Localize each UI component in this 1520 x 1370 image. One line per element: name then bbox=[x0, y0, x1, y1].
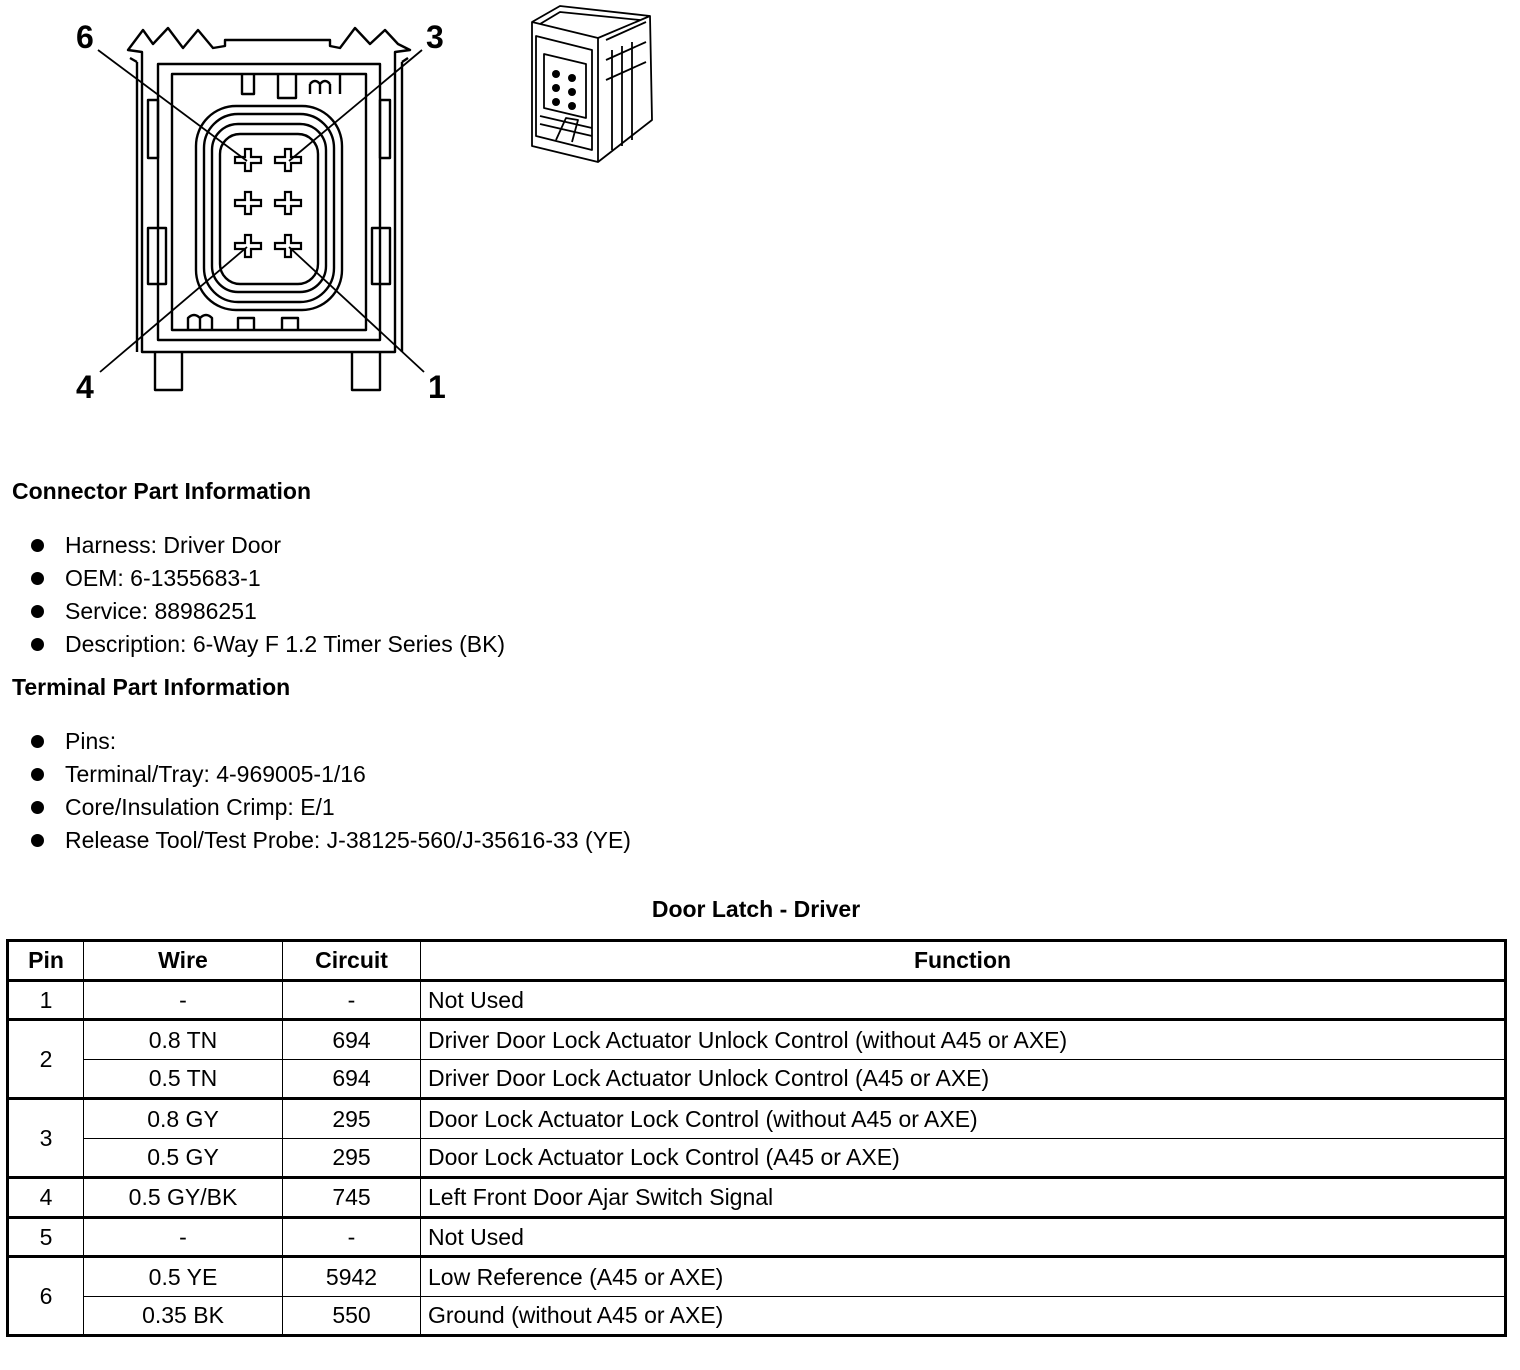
header-wire: Wire bbox=[84, 941, 283, 981]
pin-cell: 1 bbox=[8, 980, 84, 1020]
connector-part-information-list bbox=[28, 529, 505, 661]
bullet-icon bbox=[31, 572, 44, 585]
function-cell: Door Lock Actuator Lock Control (without A45 or AXE) bbox=[421, 1099, 1506, 1139]
table-row bbox=[8, 1257, 1506, 1297]
circuit-cell: 694 bbox=[283, 1020, 421, 1060]
pin-table bbox=[6, 939, 1507, 1337]
header-function: Function bbox=[421, 941, 1506, 981]
wire-cell: 0.35 BK bbox=[84, 1296, 283, 1336]
table-row bbox=[8, 980, 1506, 1020]
list-item bbox=[28, 529, 505, 562]
bullet-icon bbox=[31, 768, 44, 781]
bullet-icon bbox=[31, 735, 44, 748]
oem-text: OEM: 6-1355683-1 bbox=[65, 565, 261, 591]
wire-cell: 0.5 YE bbox=[84, 1257, 283, 1297]
table-title: Door Latch - Driver bbox=[651, 896, 861, 922]
wire-cell: 0.5 GY/BK bbox=[84, 1178, 283, 1218]
function-cell: Ground (without A45 or AXE) bbox=[421, 1296, 1506, 1336]
list-item bbox=[28, 758, 631, 791]
pin-cell: 3 bbox=[8, 1099, 84, 1178]
circuit-cell: 295 bbox=[283, 1099, 421, 1139]
circuit-cell: 550 bbox=[283, 1296, 421, 1336]
bullet-icon bbox=[31, 834, 44, 847]
circuit-cell: 5942 bbox=[283, 1257, 421, 1297]
bullet-icon bbox=[31, 801, 44, 814]
function-cell: Left Front Door Ajar Switch Signal bbox=[421, 1178, 1506, 1218]
connector-face-diagram bbox=[0, 0, 680, 440]
pin-label-3: 3 bbox=[426, 19, 444, 55]
crimp-text: Core/Insulation Crimp: E/1 bbox=[65, 794, 335, 820]
function-cell: Low Reference (A45 or AXE) bbox=[421, 1257, 1506, 1297]
wire-cell: - bbox=[84, 980, 283, 1020]
header-circuit: Circuit bbox=[283, 941, 421, 981]
function-cell: Not Used bbox=[421, 980, 1506, 1020]
service-text: Service: 88986251 bbox=[65, 598, 257, 624]
list-item bbox=[28, 628, 505, 661]
terminal-tray-text: Terminal/Tray: 4-969005-1/16 bbox=[65, 761, 366, 787]
pin-label-1: 1 bbox=[428, 369, 446, 405]
function-cell: Door Lock Actuator Lock Control (A45 or AXE) bbox=[421, 1138, 1506, 1178]
connector-isometric-view bbox=[532, 6, 652, 162]
circuit-cell: 694 bbox=[283, 1059, 421, 1099]
terminal-part-information-heading: Terminal Part Information bbox=[12, 674, 291, 700]
wire-cell: 0.8 TN bbox=[84, 1020, 283, 1060]
list-item bbox=[28, 725, 631, 758]
wire-cell: - bbox=[84, 1217, 283, 1257]
table-row bbox=[8, 1020, 1506, 1060]
wire-cell: 0.8 GY bbox=[84, 1099, 283, 1139]
list-item bbox=[28, 562, 505, 595]
description-text: Description: 6-Way F 1.2 Timer Series (BK) bbox=[65, 631, 506, 657]
list-item bbox=[28, 791, 631, 824]
bullet-icon bbox=[31, 638, 44, 651]
pin-cell: 6 bbox=[8, 1257, 84, 1336]
table-row bbox=[8, 1059, 1506, 1099]
header-pin: Pin bbox=[8, 941, 84, 981]
table-row bbox=[8, 1099, 1506, 1139]
function-cell: Driver Door Lock Actuator Unlock Control (A45 or AXE) bbox=[421, 1059, 1506, 1099]
wire-cell: 0.5 TN bbox=[84, 1059, 283, 1099]
circuit-cell: - bbox=[283, 1217, 421, 1257]
terminal-part-information-list bbox=[28, 725, 631, 857]
pin-cell: 2 bbox=[8, 1020, 84, 1099]
table-row bbox=[8, 1178, 1506, 1218]
bullet-icon bbox=[31, 605, 44, 618]
list-item bbox=[28, 824, 631, 857]
table-row bbox=[8, 1217, 1506, 1257]
pin-cell: 5 bbox=[8, 1217, 84, 1257]
table-row bbox=[8, 1138, 1506, 1178]
circuit-cell: - bbox=[283, 980, 421, 1020]
pin-label-6: 6 bbox=[76, 19, 94, 55]
release-tool-text: Release Tool/Test Probe: J-38125-560/J-35616-33 (YE) bbox=[65, 827, 631, 853]
circuit-cell: 745 bbox=[283, 1178, 421, 1218]
table-header-row bbox=[8, 941, 1506, 981]
pin-cell: 4 bbox=[8, 1178, 84, 1218]
list-item bbox=[28, 595, 505, 628]
circuit-cell: 295 bbox=[283, 1138, 421, 1178]
table-row bbox=[8, 1296, 1506, 1336]
function-cell: Not Used bbox=[421, 1217, 1506, 1257]
function-cell: Driver Door Lock Actuator Unlock Control (without A45 or AXE) bbox=[421, 1020, 1506, 1060]
pins-text: Pins: bbox=[65, 728, 117, 754]
wire-cell: 0.5 GY bbox=[84, 1138, 283, 1178]
connector-part-information-heading: Connector Part Information bbox=[12, 478, 312, 504]
harness-text: Harness: Driver Door bbox=[65, 532, 281, 558]
bullet-icon bbox=[31, 539, 44, 552]
pin-label-4: 4 bbox=[76, 369, 94, 405]
